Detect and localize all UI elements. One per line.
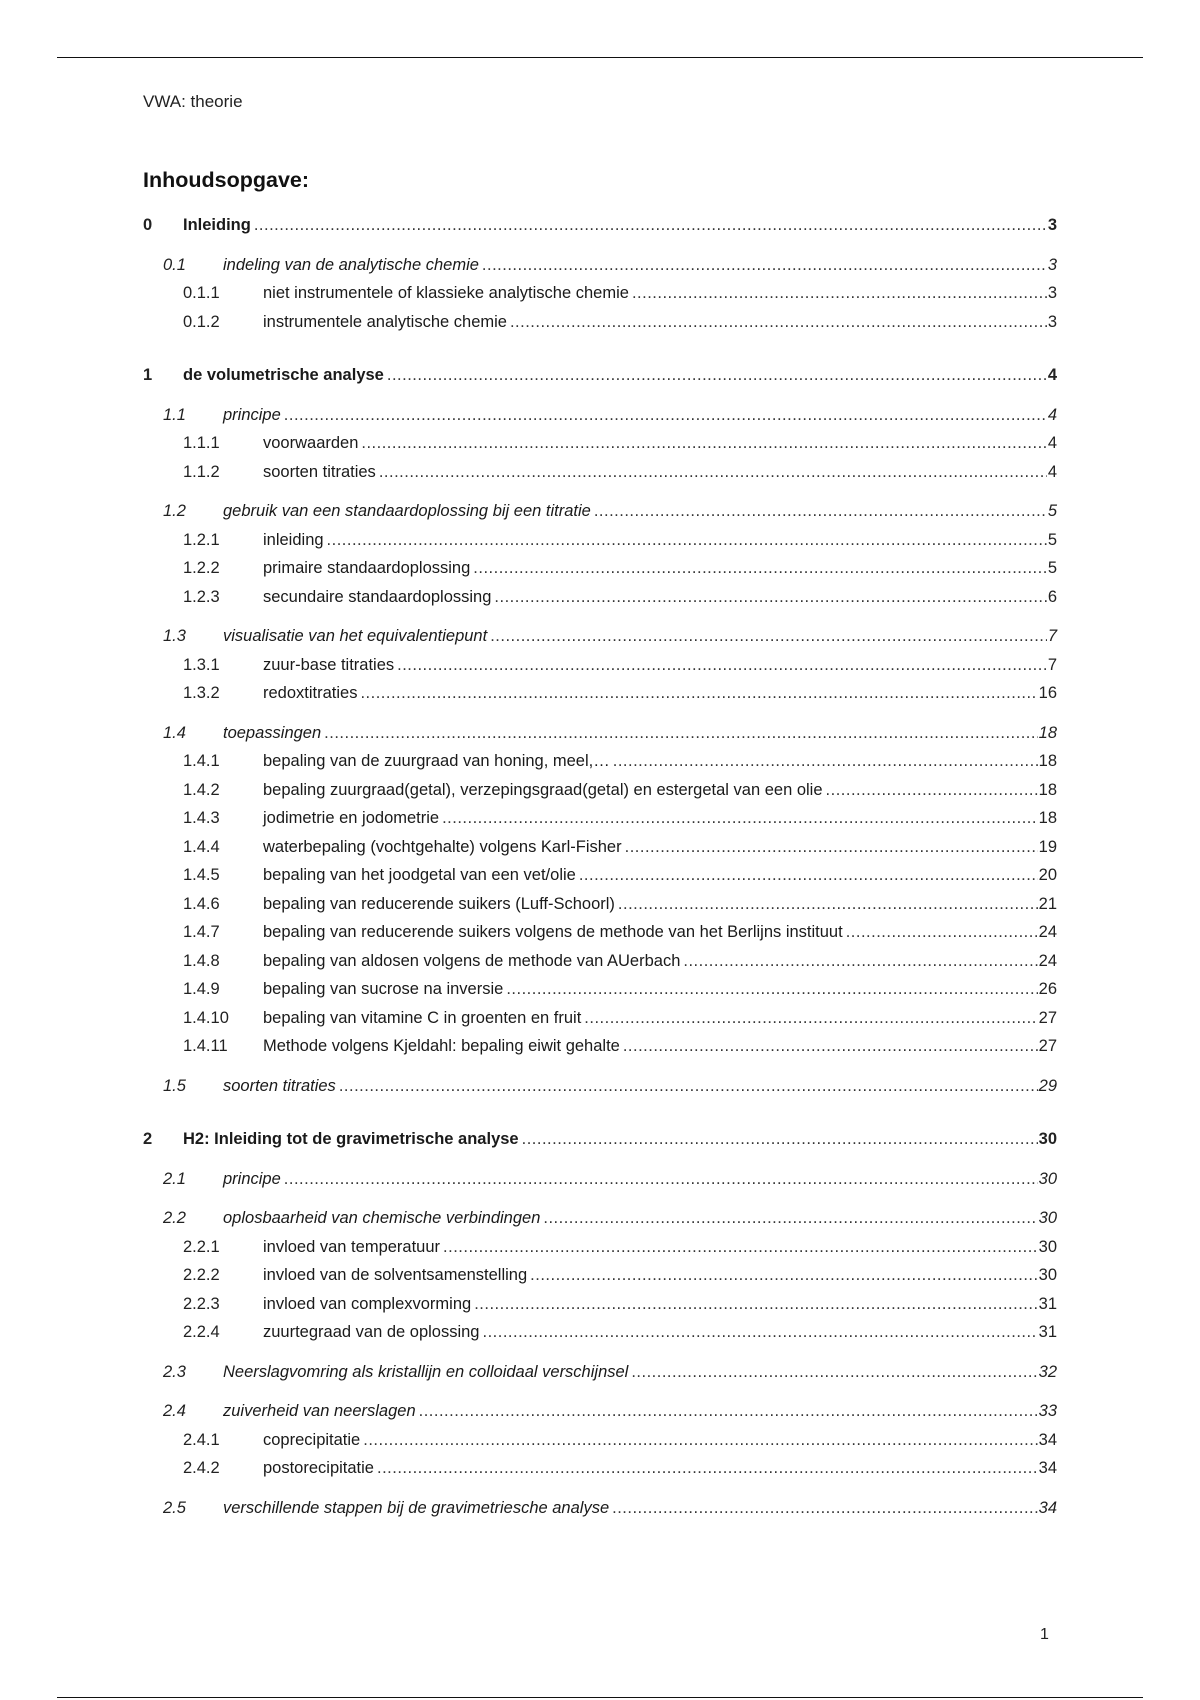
toc-dot-leader <box>397 653 1047 677</box>
toc-entry[interactable] <box>143 1006 1057 1030</box>
toc-entry-title: bepaling van reducerende suikers volgens de methode van het Berlijns instituut <box>263 923 843 941</box>
toc-entry[interactable] <box>143 460 1057 484</box>
toc-dot-leader <box>632 281 1047 305</box>
toc-dot-leader <box>284 403 1047 427</box>
toc-entry[interactable] <box>143 1167 1057 1191</box>
toc-entry-number: 2.4 <box>163 1402 186 1420</box>
toc-entry-number: 2.2.4 <box>183 1323 220 1341</box>
toc-entry-page: 5 <box>1047 502 1057 520</box>
toc-entry-page: 21 <box>1038 894 1057 913</box>
toc-entry-page: 31 <box>1038 1323 1057 1341</box>
toc-entry-page: 24 <box>1038 951 1057 970</box>
toc-entry-title: bepaling van reducerende suikers (Luff-Schoorl) <box>263 894 615 913</box>
toc-entry-number: 2.1 <box>163 1169 186 1188</box>
toc-entry-title: Methode volgens Kjeldahl: bepaling eiwit gehalte <box>263 1037 620 1055</box>
toc-dot-leader <box>482 253 1047 277</box>
toc-entry-number: 1.1 <box>163 405 186 424</box>
toc-entry-page: 6 <box>1047 587 1057 606</box>
toc-entry[interactable] <box>143 281 1057 305</box>
toc-entry-page: 3 <box>1047 284 1057 302</box>
toc-entry-page: 27 <box>1038 1008 1057 1027</box>
toc-entry-page: 30 <box>1038 1130 1057 1148</box>
toc-entry-number: 1.4.2 <box>183 780 220 799</box>
toc-entry-number: 1.1.2 <box>183 462 220 481</box>
toc-entry-page: 30 <box>1038 1266 1057 1284</box>
toc-entry[interactable] <box>143 363 1057 387</box>
toc-entry-title: verschillende stappen bij de gravimetriesche analyse <box>223 1498 610 1517</box>
toc-dot-leader <box>387 363 1047 387</box>
toc-entry-number: 2.4.2 <box>183 1459 220 1477</box>
toc-entry-page: 4 <box>1047 462 1057 481</box>
toc-dot-leader <box>494 585 1046 609</box>
toc-entry-title: de volumetrische analyse <box>183 366 384 384</box>
toc-entry[interactable] <box>143 213 1057 237</box>
toc-entry-page: 3 <box>1047 312 1057 331</box>
toc-dot-leader <box>612 1496 1038 1520</box>
toc-entry[interactable] <box>143 1292 1057 1316</box>
toc-entry-title: waterbepaling (vochtgehalte) volgens Karl-Fisher <box>263 837 622 856</box>
toc-dot-leader <box>361 431 1046 455</box>
toc-dot-leader <box>522 1127 1038 1151</box>
toc-entry[interactable] <box>143 1456 1057 1480</box>
toc-entry[interactable] <box>143 1127 1057 1151</box>
toc-entry[interactable] <box>143 1428 1057 1452</box>
toc-entry-number: 1 <box>143 366 153 384</box>
toc-entry[interactable] <box>143 1263 1057 1287</box>
toc-dot-leader <box>846 920 1038 944</box>
toc-entry[interactable] <box>143 681 1057 705</box>
toc-entry-number: 1.2.1 <box>183 530 220 549</box>
toc-entry-number: 1.4.10 <box>183 1008 229 1027</box>
toc-entry-number: 1.4.11 <box>183 1037 228 1055</box>
toc-dot-leader <box>443 1235 1038 1259</box>
toc-entry-number: 1.2 <box>163 502 186 520</box>
toc-dot-leader <box>625 835 1038 859</box>
toc-entry-title: primaire standaardoplossing <box>263 559 471 577</box>
toc-entry[interactable] <box>143 653 1057 677</box>
toc-entry-title: redoxtitraties <box>263 684 358 702</box>
toc-entry-page: 27 <box>1038 1037 1057 1055</box>
toc-dot-leader <box>327 528 1047 552</box>
toc-dot-leader <box>631 1360 1037 1384</box>
toc-entry-page: 32 <box>1038 1362 1057 1381</box>
toc-entry-page: 31 <box>1038 1294 1057 1313</box>
toc-dot-leader <box>363 1428 1037 1452</box>
toc-entry-page: 29 <box>1038 1076 1057 1095</box>
toc-entry-title: inleiding <box>263 530 324 549</box>
toc-entry[interactable] <box>143 556 1057 580</box>
toc-dot-leader <box>473 556 1047 580</box>
toc-entry-number: 1.4.6 <box>183 894 220 913</box>
toc-entry-number: 2 <box>143 1130 153 1148</box>
toc-entry-page: 7 <box>1047 627 1057 645</box>
toc-dot-leader <box>613 749 1038 773</box>
page-header: VWA: theorie <box>143 92 243 111</box>
toc-dot-leader <box>474 1292 1037 1316</box>
toc-entry-number: 1.3.2 <box>183 684 220 702</box>
toc-entry-page: 24 <box>1038 923 1057 941</box>
bottom-rule <box>57 1697 1143 1698</box>
toc-entry-title: oplosbaarheid van chemische verbindingen <box>223 1209 541 1227</box>
toc-entry[interactable] <box>143 778 1057 802</box>
toc-entry[interactable] <box>143 1399 1057 1423</box>
toc-dot-leader <box>284 1167 1038 1191</box>
toc-dot-leader <box>510 310 1047 334</box>
toc-entry-title: bepaling van het joodgetal van een vet/olie <box>263 866 576 884</box>
toc-entry[interactable] <box>143 624 1057 648</box>
toc-entry-title: indeling van de analytische chemie <box>223 255 479 274</box>
toc-entry-title: coprecipitatie <box>263 1430 361 1449</box>
toc-entry-page: 16 <box>1038 684 1057 702</box>
toc-entry-page: 3 <box>1047 216 1057 234</box>
toc-dot-leader <box>594 499 1047 523</box>
toc-entry[interactable] <box>143 1074 1057 1098</box>
toc-dot-leader <box>584 1006 1037 1030</box>
toc-dot-leader <box>254 213 1047 237</box>
toc-dot-leader <box>419 1399 1038 1423</box>
toc-entry-title: principe <box>223 405 281 424</box>
toc-entry-number: 1.5 <box>163 1076 186 1095</box>
toc-title: Inhoudsopgave: <box>143 168 310 192</box>
toc-entry-number: 1.4.8 <box>183 951 220 970</box>
toc-entry[interactable] <box>143 1320 1057 1344</box>
toc-dot-leader <box>623 1034 1038 1058</box>
toc-entry-title: principe <box>223 1169 281 1188</box>
toc-entry-number: 2.4.1 <box>183 1430 220 1449</box>
toc-entry-number: 0 <box>143 216 153 234</box>
toc-entry-number: 1.3.1 <box>183 655 220 674</box>
toc-entry-page: 18 <box>1038 809 1057 827</box>
toc-entry-page: 18 <box>1038 780 1057 799</box>
toc-entry[interactable] <box>143 253 1057 277</box>
toc-dot-leader <box>377 1456 1038 1480</box>
toc-entry-title: bepaling van vitamine C in groenten en fruit <box>263 1008 582 1027</box>
toc-entry-title: Neerslagvomring als kristallijn en colloidaal verschijnsel <box>223 1362 629 1381</box>
toc-entry-number: 2.2.1 <box>183 1237 220 1256</box>
toc-dot-leader <box>579 863 1038 887</box>
toc-entry[interactable] <box>143 949 1057 973</box>
toc-entry-page: 7 <box>1047 655 1057 674</box>
toc-entry-page: 18 <box>1038 723 1057 742</box>
toc-entry-number: 1.4 <box>163 723 186 742</box>
toc-entry-title: soorten titraties <box>263 462 376 481</box>
toc-entry[interactable] <box>143 1206 1057 1230</box>
toc-entry-page: 34 <box>1038 1498 1057 1517</box>
toc-entry-page: 5 <box>1047 559 1057 577</box>
toc-entry-title: soorten titraties <box>223 1076 336 1095</box>
toc-entry-page: 20 <box>1038 866 1057 884</box>
toc-entry-title: zuur-base titraties <box>263 655 395 674</box>
toc-entry-title: Inleiding <box>183 216 251 234</box>
toc-entry-number: 0.1.1 <box>183 284 220 302</box>
toc-entry-title: gebruik van een standaardoplossing bij een titratie <box>223 502 591 520</box>
toc-dot-leader <box>339 1074 1038 1098</box>
toc-entry-title: voorwaarden <box>263 434 359 452</box>
toc-dot-leader <box>618 892 1038 916</box>
toc-entry-number: 0.1.2 <box>183 312 220 331</box>
toc-dot-leader <box>324 721 1037 745</box>
toc-entry[interactable] <box>143 499 1057 523</box>
toc-entry-title: invloed van de solventsamenstelling <box>263 1266 528 1284</box>
toc-entry-number: 1.3 <box>163 627 186 645</box>
toc-entry[interactable] <box>143 528 1057 552</box>
toc-entry[interactable] <box>143 310 1057 334</box>
toc-entry[interactable] <box>143 1034 1057 1058</box>
toc-entry[interactable] <box>143 1235 1057 1259</box>
toc-entry-number: 1.4.7 <box>183 923 220 941</box>
toc-entry-number: 2.5 <box>163 1498 186 1517</box>
toc-entry[interactable] <box>143 863 1057 887</box>
toc-entry[interactable] <box>143 431 1057 455</box>
toc-entry-title: invloed van complexvorming <box>263 1294 472 1313</box>
toc-entry-number: 1.4.1 <box>183 752 220 770</box>
toc-entry-title: zuiverheid van neerslagen <box>223 1402 416 1420</box>
toc-entry-page: 30 <box>1038 1237 1057 1256</box>
toc-entry-page: 3 <box>1047 255 1057 274</box>
toc-dot-leader <box>506 977 1037 1001</box>
toc-entry[interactable] <box>143 977 1057 1001</box>
toc-entry-title: secundaire standaardoplossing <box>263 587 492 606</box>
toc-entry-page: 18 <box>1038 752 1057 770</box>
toc-entry-number: 1.4.5 <box>183 866 220 884</box>
toc-entry-title: H2: Inleiding tot de gravimetrische analyse <box>183 1130 519 1148</box>
toc-entry-page: 4 <box>1047 405 1057 424</box>
toc-entry-page: 4 <box>1047 434 1057 452</box>
toc-entry-title: bepaling van de zuurgraad van honing, meel,… <box>263 752 610 770</box>
toc-entry-title: bepaling van sucrose na inversie <box>263 980 504 998</box>
toc-entry[interactable] <box>143 403 1057 427</box>
toc-entry-title: bepaling zuurgraad(getal), verzepingsgraad(getal) en estergetal van een olie <box>263 780 823 799</box>
toc-dot-leader <box>683 949 1037 973</box>
toc-entry[interactable] <box>143 806 1057 830</box>
toc-entry-page: 5 <box>1047 530 1057 549</box>
toc-entry[interactable] <box>143 835 1057 859</box>
toc-entry-page: 30 <box>1038 1169 1057 1188</box>
toc-entry-number: 1.2.2 <box>183 559 220 577</box>
toc-dot-leader <box>543 1206 1037 1230</box>
toc-entry-title: invloed van temperatuur <box>263 1237 441 1256</box>
toc-entry[interactable] <box>143 892 1057 916</box>
toc-entry-title: zuurtegraad van de oplossing <box>263 1323 480 1341</box>
toc-entry-number: 2.2.3 <box>183 1294 220 1313</box>
toc-entry-number: 1.4.4 <box>183 837 220 856</box>
toc-entry-number: 0.1 <box>163 255 186 274</box>
toc-entry-title: instrumentele analytische chemie <box>263 312 507 331</box>
toc-entry-title: niet instrumentele of klassieke analytische chemie <box>263 284 629 302</box>
toc-entry-title: visualisatie van het equivalentiepunt <box>223 627 488 645</box>
toc-entry-page: 34 <box>1038 1430 1057 1449</box>
toc-entry-number: 2.3 <box>163 1362 186 1381</box>
toc-entry-title: postorecipitatie <box>263 1459 374 1477</box>
toc-dot-leader <box>442 806 1038 830</box>
toc-entry[interactable] <box>143 1360 1057 1384</box>
toc-entry[interactable] <box>143 749 1057 773</box>
toc-entry[interactable] <box>143 721 1057 745</box>
toc-entry-title: toepassingen <box>223 723 322 742</box>
toc-entry[interactable] <box>143 585 1057 609</box>
toc-entry-page: 30 <box>1038 1209 1057 1227</box>
toc-entry-title: jodimetrie en jodometrie <box>263 809 440 827</box>
toc-dot-leader <box>530 1263 1037 1287</box>
toc-entry-page: 4 <box>1047 366 1057 384</box>
toc-entry-page: 19 <box>1038 837 1057 856</box>
toc-entry-page: 26 <box>1038 980 1057 998</box>
toc-dot-leader <box>379 460 1047 484</box>
toc-entry[interactable] <box>143 920 1057 944</box>
toc-entry-number: 1.2.3 <box>183 587 220 606</box>
toc-entry-title: bepaling van aldosen volgens de methode van AUerbach <box>263 951 681 970</box>
toc-entry-number: 2.2.2 <box>183 1266 220 1284</box>
toc-dot-leader <box>360 681 1037 705</box>
toc-entry-page: 34 <box>1038 1459 1057 1477</box>
page-number: 1 <box>1040 1626 1049 1643</box>
toc-entry-number: 2.2 <box>163 1209 186 1227</box>
toc-entry[interactable] <box>143 1496 1057 1520</box>
toc-entry-page: 33 <box>1038 1402 1057 1420</box>
toc-dot-leader <box>490 624 1047 648</box>
toc-dot-leader <box>826 778 1038 802</box>
toc-entry-number: 1.4.3 <box>183 809 220 827</box>
toc-dot-leader <box>482 1320 1037 1344</box>
toc-entry-number: 1.1.1 <box>183 434 220 452</box>
toc-entry-number: 1.4.9 <box>183 980 220 998</box>
